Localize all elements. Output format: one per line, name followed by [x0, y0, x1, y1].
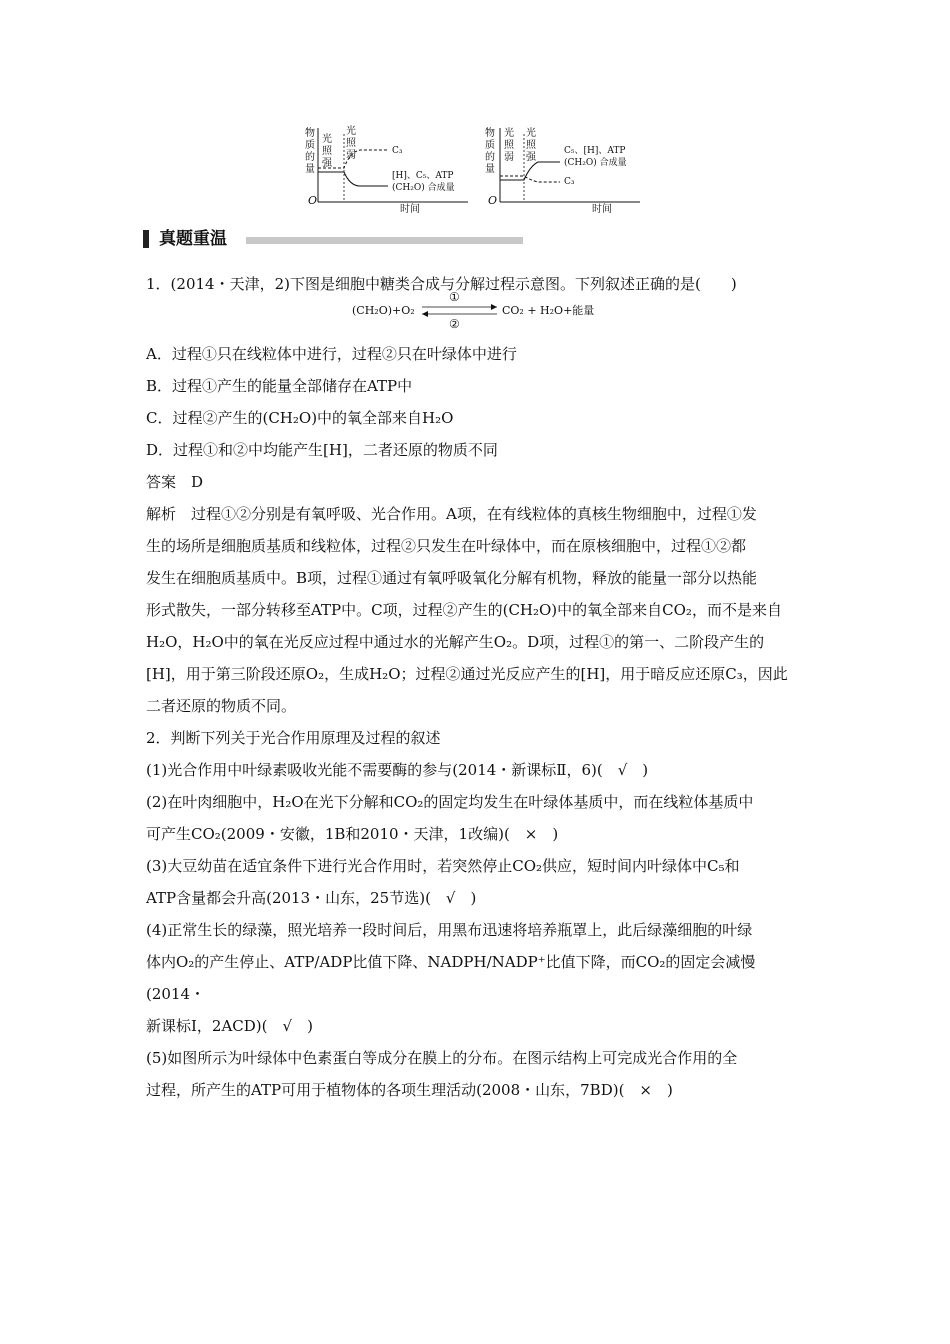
analysis-line: H₂O，H₂O中的氧在光反应过程中通过水的光解产生O₂。D项，过程①的第一、二阶段产生的: [146, 633, 765, 651]
other-curve: [318, 172, 388, 186]
ylabel-char: 物: [485, 128, 495, 139]
option-d: D．过程①和②中均能产生[H]，二者还原的物质不同: [146, 441, 498, 459]
rise-curve: [500, 162, 560, 180]
judgement-item: (4)正常生长的绿藻，照光培养一段时间后，用黑布迅速将培养瓶罩上，此后绿藻细胞的叶绿: [146, 921, 753, 939]
ylabel-char: 质: [485, 140, 495, 151]
figure-left: [300, 120, 480, 215]
eq-arrowhead-forward: [491, 304, 497, 310]
option-a: A．过程①只在线粒体中进行，过程②只在叶绿体中进行: [146, 345, 517, 363]
judgement-item: (2)在叶肉细胞中，H₂O在光下分解和CO₂的固定均发生在叶绿体基质中，而在线粒体基质中: [146, 793, 754, 811]
zone2-char: 光: [346, 126, 356, 137]
reaction-equation: [352, 288, 612, 332]
option-c: C．过程②产生的(CH₂O)中的氧全部来自H₂O: [146, 409, 454, 427]
zone2-char: 光: [526, 128, 536, 139]
eq-bottom-label: ②: [449, 317, 460, 331]
section-rule: [246, 237, 523, 244]
analysis-line: 二者还原的物质不同。: [146, 697, 297, 715]
zone2-char: 照: [346, 138, 356, 149]
judgement-item: ATP含量都会升高(2013・山东，25节选)( √ ): [146, 889, 477, 907]
ylabel-char: 质: [305, 140, 315, 151]
ylabel-char: 的: [485, 152, 495, 163]
eq-top-label: ①: [449, 290, 460, 304]
zone1-char: 照: [322, 146, 332, 157]
ylabel-char: 的: [305, 152, 315, 163]
zone2-char: 强: [526, 152, 536, 163]
judgement-item: 体内O₂的产生停止、ATP/ADP比值下降、NADPH/NADP⁺比值下降，而CO₂的固定会减慢(2014・: [146, 953, 756, 1003]
origin-label: O: [308, 194, 318, 207]
analysis-line: 形式散失，一部分转移至ATP中。C项，过程②产生的(CH₂O)中的氧全部来自CO₂，而不是来自: [146, 601, 782, 619]
section-title: 真题重温: [159, 229, 227, 249]
eq-right: CO₂ + H₂O+能量: [502, 304, 595, 317]
other-label-1: [H]、C₅、ATP: [392, 171, 454, 181]
c3-label: C₃: [392, 146, 403, 156]
answer: 答案 D: [146, 473, 204, 491]
judgement-item: 新课标Ⅰ，2ACD)( √ ): [146, 1017, 313, 1035]
x-axis-label: 时间: [592, 204, 612, 215]
analysis-line: 发生在细胞质基质中。B项，过程①通过有氧呼吸氧化分解有机物，释放的能量一部分以热能: [146, 569, 758, 587]
ylabel-char: 物: [305, 128, 315, 139]
ylabel-char: 量: [485, 164, 495, 175]
rise-label-1: C₅、[H]、ATP: [564, 146, 626, 156]
figure-right: [480, 120, 650, 215]
zone2-char: 照: [526, 140, 536, 151]
ylabel-char: 量: [305, 164, 315, 175]
analysis-line: 生的场所是细胞质基质和线粒体，过程②只发生在叶绿体中，而在原核细胞中，过程①②都: [146, 537, 747, 555]
section-header: [143, 228, 523, 252]
eq-left: (CH₂O)+O₂: [352, 304, 415, 317]
eq-arrowhead-back: [422, 311, 428, 317]
question-stem: 1．(2014・天津，2)下图是细胞中糖类合成与分解过程示意图。下列叙述正确的是( ): [146, 275, 737, 293]
judgement-item: 可产生CO₂(2009・安徽，1B和2010・天津，1改编)( × ): [146, 825, 559, 843]
question-stem: 2．判断下列关于光合作用原理及过程的叙述: [146, 729, 441, 747]
zone1-char: 照: [504, 140, 514, 151]
option-b: B．过程①产生的能量全部储存在ATP中: [146, 377, 413, 395]
zone1-char: 强: [322, 158, 332, 169]
zone2-char: 弱: [346, 150, 356, 161]
zone1-char: 弱: [504, 152, 514, 163]
section-marker: [143, 230, 149, 248]
question-2: [146, 722, 811, 1106]
origin-label: O: [488, 194, 498, 207]
zone1-char: 光: [322, 134, 332, 145]
judgement-item: (3)大豆幼苗在适宜条件下进行光合作用时，若突然停止CO₂供应，短时间内叶绿体中C₅和: [146, 857, 740, 875]
judgement-item: 过程，所产生的ATP可用于植物体的各项生理活动(2008・山东，7BD)( × ): [146, 1081, 673, 1099]
analysis-line: [H]，用于第三阶段还原O₂，生成H₂O；过程②通过光反应产生的[H]，用于暗反应还原C₃，因此: [146, 665, 788, 683]
x-axis-label: 时间: [400, 204, 420, 215]
c3-label: C₃: [564, 177, 575, 187]
other-label-2: (CH₂O) 合成量: [392, 183, 455, 193]
question-1-body: [146, 338, 811, 722]
analysis-line: 解析 过程①②分别是有氧呼吸、光合作用。A项，在有线粒体的真核生物细胞中，过程①发: [146, 505, 757, 523]
judgement-item: (1)光合作用中叶绿素吸收光能不需要酶的参与(2014・新课标Ⅱ，6)( √ ): [146, 761, 649, 779]
zone1-char: 光: [504, 128, 514, 139]
c3-curve: [500, 176, 560, 182]
rise-label-2: (CH₂O) 合成量: [564, 158, 627, 168]
judgement-item: (5)如图所示为叶绿体中色素蛋白等成分在膜上的分布。在图示结构上可完成光合作用的全: [146, 1049, 738, 1067]
